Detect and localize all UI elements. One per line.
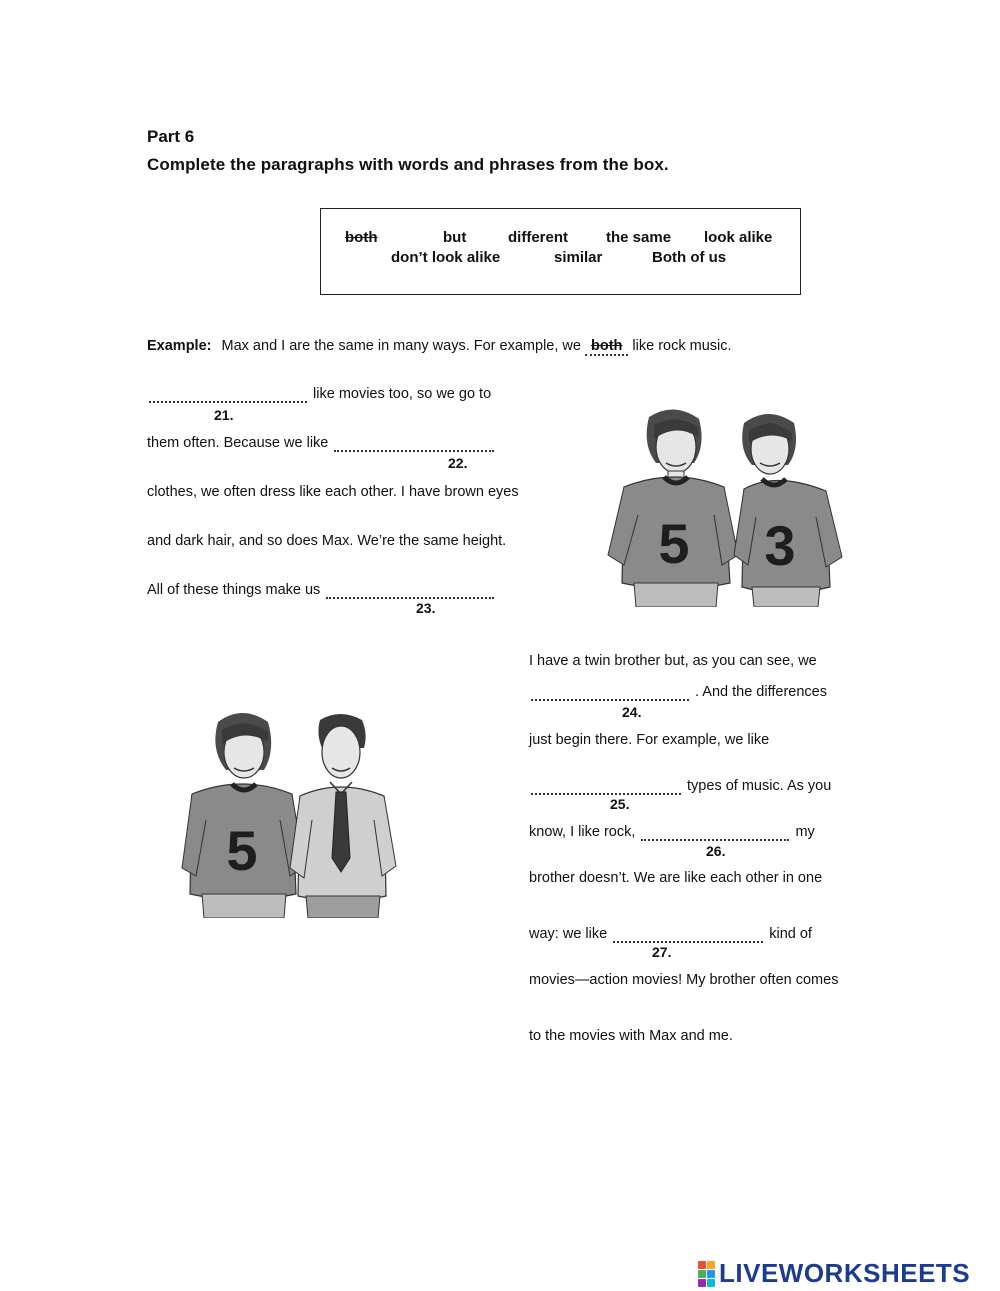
p1-line-3: clothes, we often dress like each other. I have brown eyes	[147, 484, 519, 500]
answer-23-input[interactable]	[326, 583, 494, 599]
number-23: 23.	[416, 600, 436, 616]
number-21: 21.	[214, 407, 234, 423]
shirt-number-5: 5	[658, 512, 690, 575]
word-box	[320, 208, 801, 295]
logo-blocks-icon	[698, 1261, 715, 1287]
p2-line-7	[529, 926, 812, 943]
p2-text-4: types of music. As you	[687, 778, 832, 794]
logo-text: LIVEWORKSHEETS	[719, 1258, 971, 1288]
example-text-after: like rock music.	[632, 338, 732, 354]
p1-line-1	[147, 386, 491, 403]
p1-text-1: like movies too, so we go to	[313, 386, 492, 402]
p2-line-2	[529, 684, 827, 701]
word-similar: similar	[554, 249, 603, 266]
p2-line-4	[529, 778, 831, 795]
example-text-before: Max and I are the same in many ways. For example, we	[221, 338, 581, 354]
word-different: different	[508, 229, 568, 246]
p2-line-1: I have a twin brother but, as you can see, we	[529, 653, 817, 669]
p1-line-2	[147, 435, 496, 452]
answer-24-input[interactable]	[531, 685, 689, 701]
p1-line-5	[147, 582, 496, 599]
p2-text-7a: way: we like	[529, 926, 608, 942]
p1-text-5: All of these things make us	[147, 582, 321, 598]
brother-tie-figure	[290, 714, 396, 918]
word-dont-look-alike: don’t look alike	[391, 249, 501, 266]
answer-25-input[interactable]	[531, 779, 681, 795]
p2-line-3: just begin there. For example, we like	[529, 732, 770, 748]
number-26: 26.	[706, 843, 726, 859]
word-the-same: the same	[606, 229, 672, 246]
shirt-number-5-second: 5	[226, 819, 258, 882]
answer-27-input[interactable]	[613, 927, 763, 943]
p2-line-6: brother doesn’t. We are like each other in one	[529, 870, 823, 886]
shirt-number-3: 3	[764, 514, 796, 577]
answer-26-input[interactable]	[641, 825, 789, 841]
word-both-of-us: Both of us	[652, 249, 727, 266]
word-look-alike: look alike	[704, 229, 773, 246]
p2-text-7b: kind of	[769, 926, 812, 942]
word-but: but	[443, 229, 467, 246]
number-24: 24.	[622, 704, 642, 720]
illustration-twin-brothers	[180, 708, 405, 918]
p1-text-2: them often. Because we like	[147, 435, 329, 451]
p1-line-4: and dark hair, and so does Max. We’re the same height.	[147, 533, 507, 549]
part-title: Part 6	[147, 127, 195, 146]
answer-22-input[interactable]	[334, 436, 494, 452]
p2-text-2: . And the differences	[695, 684, 827, 700]
p2-line-8: movies—action movies! My brother often comes	[529, 972, 839, 988]
boy-left-figure	[608, 409, 738, 607]
liveworksheets-logo	[698, 1258, 970, 1289]
boy-right-figure	[734, 414, 842, 607]
p2-line-9: to the movies with Max and me.	[529, 1028, 733, 1044]
instruction: Complete the paragraphs with words and phrases from the box.	[147, 155, 669, 174]
example-line	[147, 338, 732, 356]
example-answer: both	[585, 338, 628, 356]
number-25: 25.	[610, 796, 630, 812]
illustration-max-and-narrator	[594, 405, 859, 607]
word-both: both	[345, 229, 378, 246]
p2-text-5a: know, I like rock,	[529, 824, 636, 840]
number-27: 27.	[652, 944, 672, 960]
p2-line-5	[529, 824, 815, 841]
number-22: 22.	[448, 455, 468, 471]
p2-text-5b: my	[795, 824, 815, 840]
example-label: Example:	[147, 338, 212, 354]
answer-21-input[interactable]	[149, 387, 307, 403]
boy-shirt-figure	[182, 713, 304, 918]
